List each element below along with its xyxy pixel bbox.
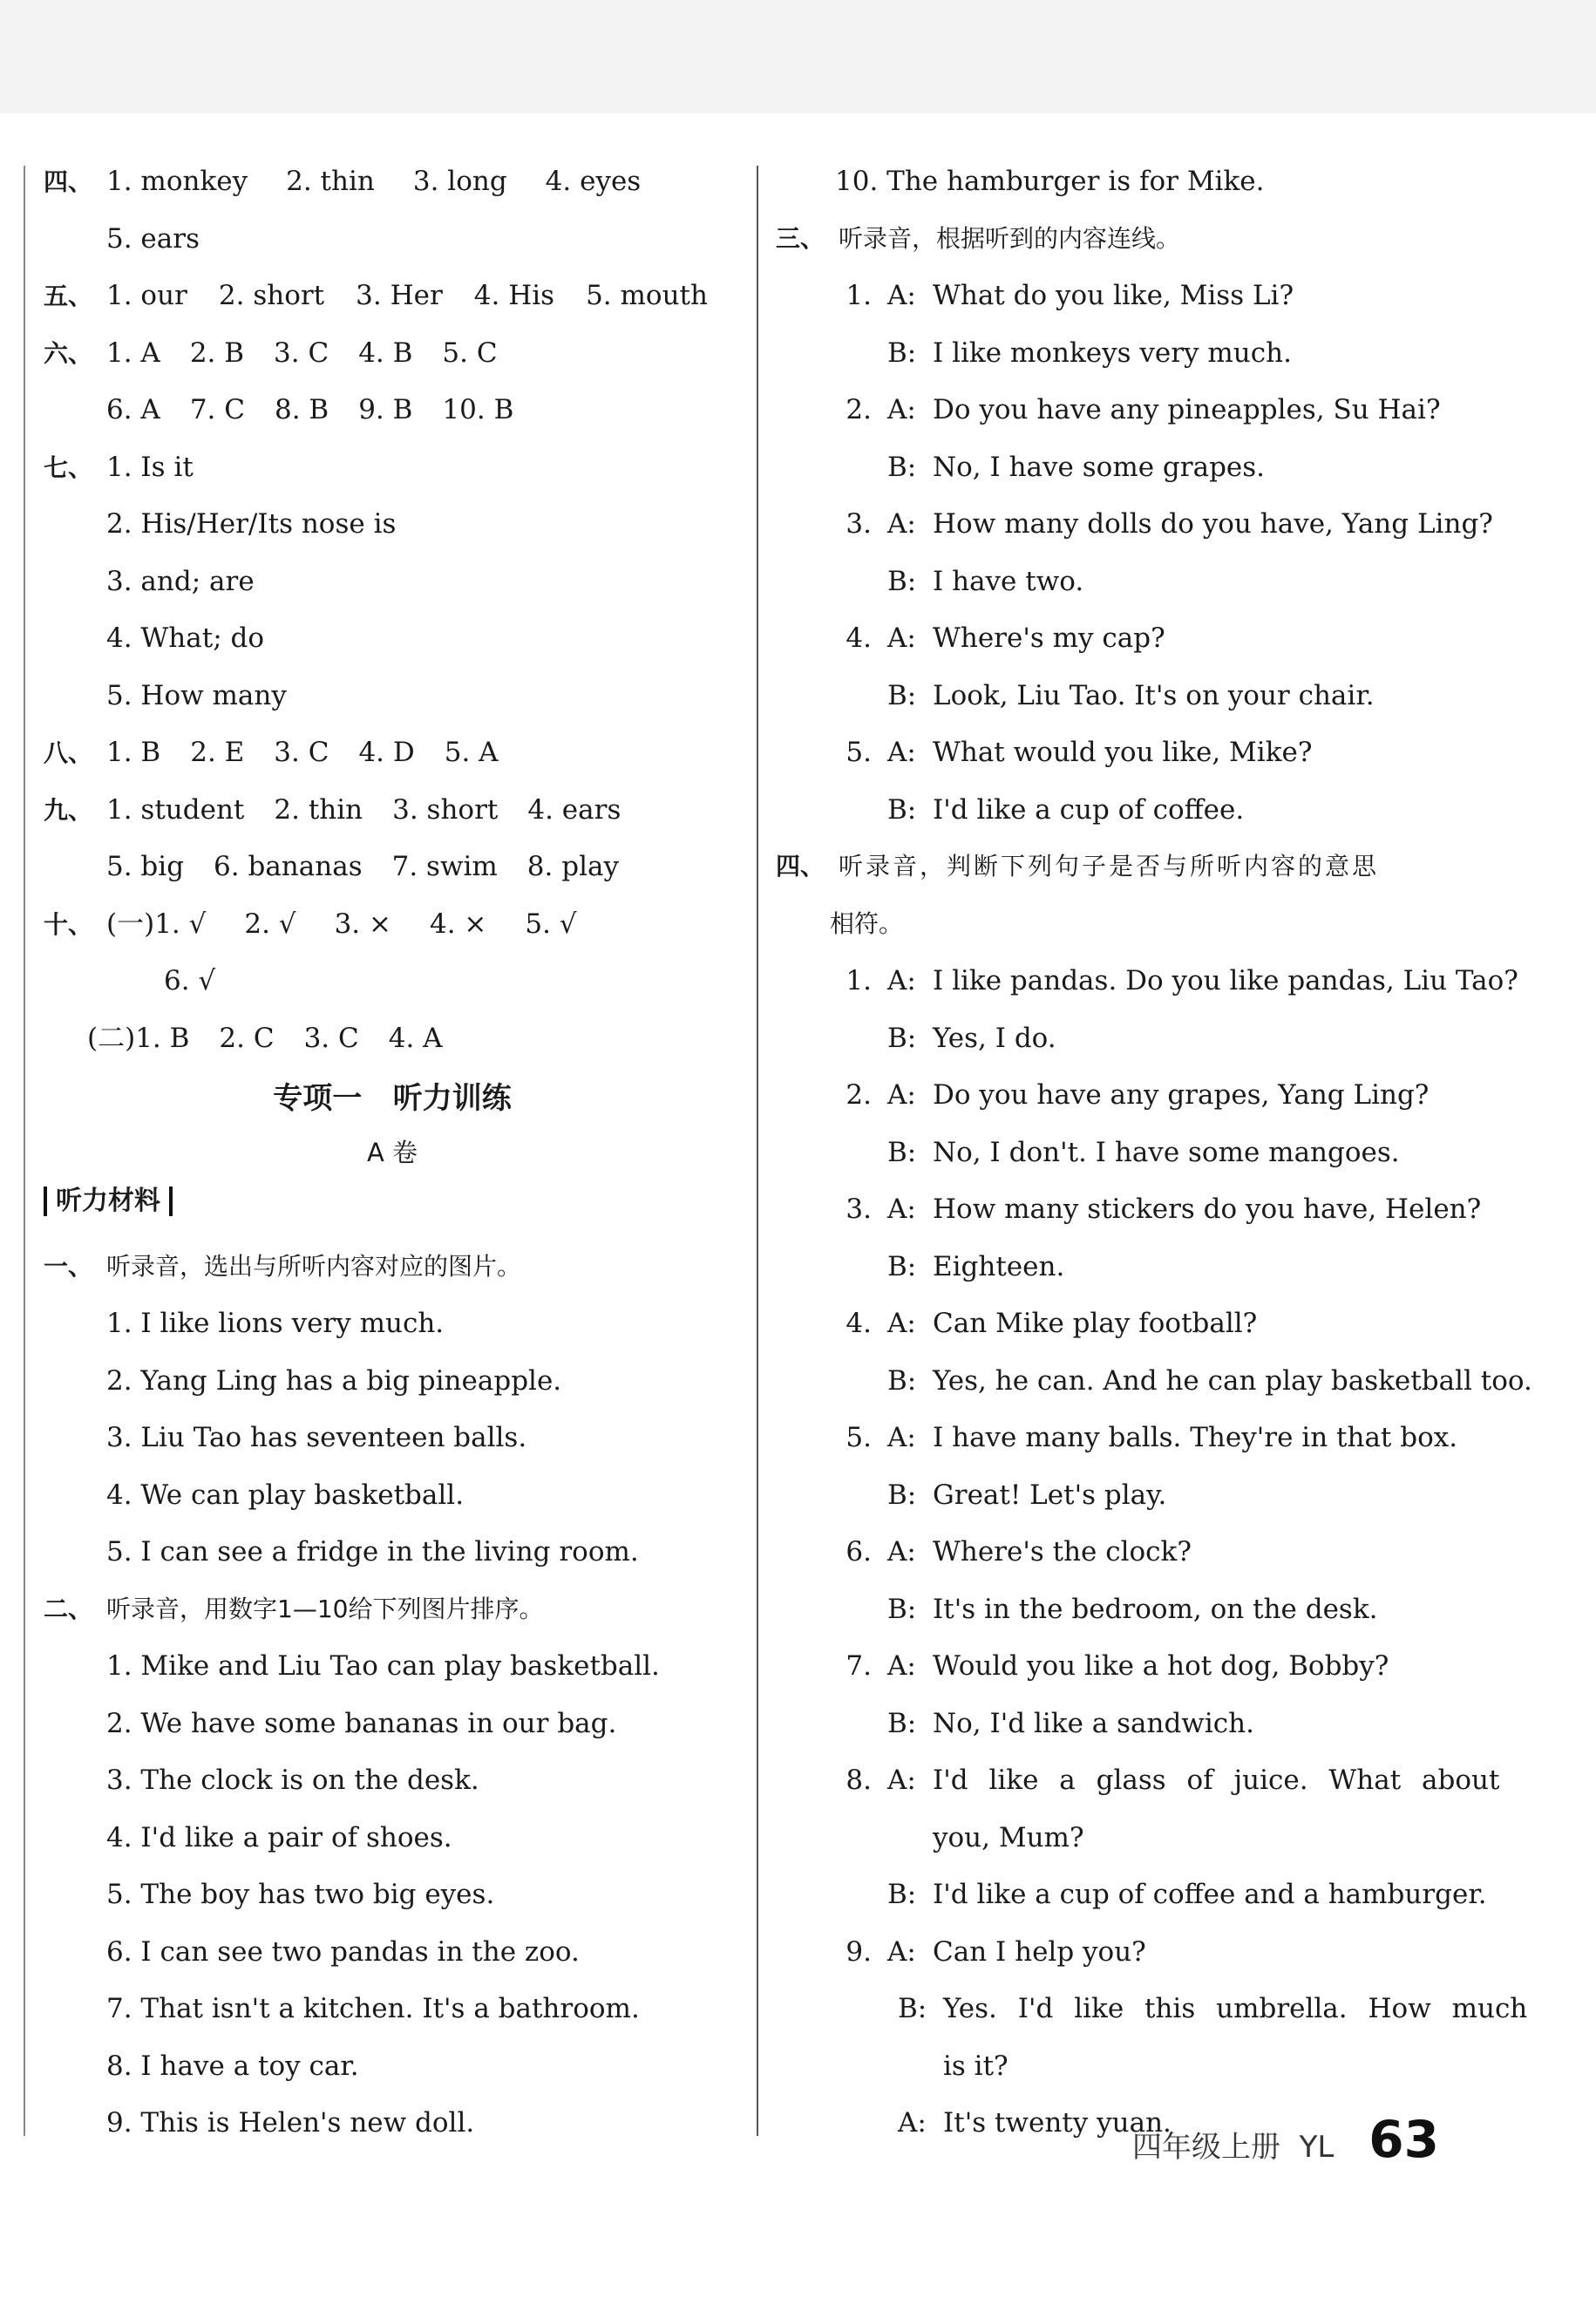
dialog-text: Yes. I'd like this umbrella. How much bbox=[943, 1993, 1528, 2024]
question-1-header bbox=[44, 1244, 741, 1302]
speaker-b: B: bbox=[887, 1707, 917, 1739]
material-text: 3. Liu Tao has seventeen balls. bbox=[106, 1422, 527, 1453]
answer-line bbox=[44, 673, 741, 731]
dialog-text: Do you have any grapes, Yang Ling? bbox=[933, 1079, 1430, 1111]
material-line bbox=[44, 1472, 741, 1530]
section-4-row bbox=[44, 159, 741, 216]
material-line bbox=[44, 1701, 741, 1758]
material-line bbox=[44, 1872, 741, 1929]
page-number: 63 bbox=[1368, 2110, 1439, 2169]
dialog-a-row bbox=[776, 1529, 1578, 1587]
material-line bbox=[44, 1301, 741, 1358]
speaker-b: B: bbox=[887, 1250, 917, 1282]
dialog-a-row bbox=[776, 730, 1578, 787]
dialog-number: 3. bbox=[846, 508, 872, 540]
dialog-text: Can I help you? bbox=[933, 1935, 1146, 1968]
material-text: 8. I have a toy car. bbox=[106, 2050, 359, 2082]
dialog-number: 2. bbox=[846, 394, 872, 425]
dialog-b-row bbox=[776, 1587, 1578, 1644]
instruction: 听录音，选出与所听内容对应的图片。 bbox=[106, 1251, 522, 1281]
answer-item: 4. B bbox=[358, 337, 413, 369]
material-line bbox=[44, 2044, 741, 2101]
section-label: 十、 bbox=[44, 909, 93, 939]
material-text: 5. The boy has two big eyes. bbox=[106, 1879, 495, 1910]
dialog-text: I'd like a cup of coffee. bbox=[933, 793, 1245, 826]
answer-item: 5. big bbox=[106, 851, 185, 882]
dialog-b-row bbox=[776, 1130, 1578, 1187]
answer-line bbox=[44, 615, 741, 673]
section-6-row-2 bbox=[44, 387, 741, 445]
answer-item: 3. short bbox=[392, 793, 499, 826]
answer-item: 2. B bbox=[189, 337, 245, 369]
answer-item: 1. our bbox=[106, 280, 187, 311]
instruction: 听录音，根据听到的内容连线。 bbox=[839, 223, 1181, 253]
dialog-text: What would you like, Mike? bbox=[933, 737, 1313, 768]
speaker-a: A: bbox=[887, 394, 916, 425]
dialog-b-row bbox=[776, 1472, 1578, 1530]
answer-item: 7. swim bbox=[391, 851, 498, 882]
answer-item: 6. bananas bbox=[214, 851, 363, 882]
dialog-text: I have many balls. They're in that box. bbox=[933, 1422, 1458, 1453]
section-8-row bbox=[44, 730, 741, 787]
dialog-9-b-cont bbox=[776, 2044, 1578, 2101]
dialog-9-a bbox=[776, 1929, 1578, 1987]
section-label: 八、 bbox=[44, 738, 93, 767]
scan-top-band bbox=[0, 0, 1596, 113]
section-5-row bbox=[44, 273, 741, 330]
section-label: 二、 bbox=[44, 1594, 93, 1623]
dialog-text: It's in the bedroom, on the desk. bbox=[933, 1593, 1378, 1625]
dialog-text: you, Mum? bbox=[933, 1821, 1084, 1853]
answer-item: (二)1. B bbox=[87, 1022, 190, 1054]
dialog-b-row bbox=[776, 330, 1578, 388]
material-line bbox=[44, 1643, 741, 1701]
material-text: 6. I can see two pandas in the zoo. bbox=[106, 1935, 580, 1968]
material-text: 1. I like lions very much. bbox=[106, 1308, 445, 1339]
answer-item: 5. C bbox=[442, 337, 498, 369]
material-line bbox=[44, 1929, 741, 1987]
left-margin-rule bbox=[24, 166, 25, 2136]
material-text: 10. The hamburger is for Mike. bbox=[835, 166, 1265, 197]
speaker-b: B: bbox=[887, 1364, 917, 1397]
dialog-a-row bbox=[776, 1415, 1578, 1472]
dialog-text: How many dolls do you have, Yang Ling? bbox=[933, 508, 1493, 540]
dialog-text: I'd like a cup of coffee and a hamburger. bbox=[933, 1879, 1487, 1910]
speaker-b: B: bbox=[887, 337, 917, 369]
section-10-row-3 bbox=[44, 1016, 741, 1073]
answer-item: 4. ears bbox=[527, 793, 621, 826]
answer-item: 5. How many bbox=[106, 679, 287, 711]
speaker-a: A: bbox=[887, 1079, 916, 1111]
dialog-b-row bbox=[776, 1016, 1578, 1073]
answer-item: 3. C bbox=[274, 337, 329, 369]
material-line bbox=[44, 1415, 741, 1472]
dialog-text: No, I don't. I have some mangoes. bbox=[933, 1136, 1400, 1168]
speaker-a: A: bbox=[887, 1650, 916, 1682]
answer-item: 2. C bbox=[219, 1022, 275, 1054]
dialog-text: Can Mike play football? bbox=[933, 1308, 1258, 1339]
dialog-a-row bbox=[776, 615, 1578, 673]
dialog-text: Would you like a hot dog, Bobby? bbox=[933, 1650, 1389, 1682]
dialog-b-row bbox=[776, 1244, 1578, 1302]
dialog-text: Great! Let's play. bbox=[933, 1479, 1167, 1511]
dialog-a-row bbox=[776, 273, 1578, 330]
speaker-a: A: bbox=[898, 2107, 927, 2139]
material-text: 5. I can see a fridge in the living room. bbox=[106, 1536, 639, 1568]
speaker-b: B: bbox=[887, 1136, 917, 1168]
dialog-number: 2. bbox=[846, 1079, 872, 1111]
answer-item: 5. ears bbox=[106, 222, 200, 255]
section-10-row-2 bbox=[44, 958, 741, 1016]
question-4-header bbox=[776, 844, 1578, 901]
dialog-a-row bbox=[776, 1643, 1578, 1701]
dialog-text: I'd like a glass of juice. What about bbox=[933, 1765, 1500, 1796]
material-text: 3. The clock is on the desk. bbox=[106, 1765, 479, 1796]
dialog-9-b bbox=[776, 1986, 1578, 2044]
dialog-number: 4. bbox=[846, 622, 872, 654]
dialog-b-row bbox=[776, 1358, 1578, 1416]
material-line bbox=[44, 1815, 741, 1873]
dialog-text: Eighteen. bbox=[933, 1250, 1065, 1282]
section-label: 一、 bbox=[44, 1251, 93, 1281]
grade-label: 四年级上册 YL bbox=[1131, 2130, 1335, 2165]
speaker-a: A: bbox=[887, 1308, 916, 1339]
dialog-text: is it? bbox=[943, 2050, 1009, 2082]
dialog-text: Where's my cap? bbox=[933, 622, 1165, 654]
dialog-text: It's twenty yuan. bbox=[943, 2107, 1172, 2139]
speaker-a: A: bbox=[887, 1422, 916, 1453]
section-9-row-2 bbox=[44, 844, 741, 901]
material-line bbox=[44, 1986, 741, 2044]
page-footer bbox=[1132, 2110, 1439, 2169]
answer-item: 5. A bbox=[444, 737, 499, 768]
answer-item: 1. monkey bbox=[106, 166, 248, 197]
material-line bbox=[44, 1529, 741, 1587]
q3-dialog-list bbox=[776, 273, 1578, 844]
answer-item: 3. long bbox=[412, 166, 507, 197]
left-column bbox=[44, 159, 741, 2158]
section-10-row bbox=[44, 901, 741, 959]
section-label: 九、 bbox=[44, 795, 93, 825]
dialog-b-row bbox=[776, 673, 1578, 731]
speaker-b: B: bbox=[887, 1879, 917, 1910]
section-label: 七、 bbox=[44, 452, 93, 482]
dialog-text: I have two. bbox=[933, 565, 1084, 597]
dialog-number: 7. bbox=[846, 1650, 872, 1682]
speaker-b: B: bbox=[887, 679, 917, 711]
dialog-b-row bbox=[776, 559, 1578, 616]
dialog-a-row bbox=[776, 1187, 1578, 1244]
speaker-a: A: bbox=[887, 622, 916, 654]
speaker-b: B: bbox=[887, 1022, 917, 1054]
dialog-number: 5. bbox=[846, 1422, 872, 1453]
dialog-number: 3. bbox=[846, 1194, 872, 1225]
answer-item: 4. D bbox=[358, 737, 415, 768]
dialog-text: No, I have some grapes. bbox=[933, 451, 1266, 483]
speaker-b: B: bbox=[887, 1479, 917, 1511]
question-4-header-2 bbox=[776, 901, 1578, 959]
speaker-b: B: bbox=[887, 565, 917, 597]
material-text: 4. I'd like a pair of shoes. bbox=[106, 1821, 452, 1853]
dialog-text: How many stickers do you have, Helen? bbox=[933, 1194, 1482, 1225]
speaker-b: B: bbox=[887, 793, 917, 826]
material-header bbox=[44, 1187, 741, 1244]
dialog-text: Look, Liu Tao. It's on your chair. bbox=[933, 679, 1375, 711]
answer-item: 2. short bbox=[218, 280, 325, 311]
section-label: 四、 bbox=[44, 167, 93, 196]
dialog-text: Yes, I do. bbox=[933, 1022, 1056, 1054]
dialog-text: I like monkeys very much. bbox=[933, 337, 1292, 369]
speaker-a: A: bbox=[887, 1935, 916, 1968]
answer-item: 4. His bbox=[473, 280, 555, 311]
dialog-8-a bbox=[776, 1758, 1578, 1815]
dialog-number: 9. bbox=[846, 1935, 872, 1968]
dialog-b-row bbox=[776, 445, 1578, 502]
dialog-text: I like pandas. Do you like pandas, Liu Tao? bbox=[933, 965, 1518, 996]
speaker-a: A: bbox=[887, 280, 916, 311]
dialog-number: 8. bbox=[846, 1765, 872, 1796]
answer-item: 1. B bbox=[106, 737, 161, 768]
answer-item: 2. √ bbox=[244, 908, 296, 940]
question-3-header bbox=[776, 216, 1578, 274]
answer-item: 6. A bbox=[106, 394, 160, 425]
answer-item: 4. × bbox=[429, 908, 487, 940]
dialog-number: 1. bbox=[846, 965, 872, 996]
answer-item: 2. thin bbox=[286, 166, 375, 197]
volume-label: A 卷 bbox=[366, 1137, 418, 1167]
section-label: 四、 bbox=[776, 852, 825, 881]
speaker-a: A: bbox=[887, 508, 916, 540]
answer-item: 2. thin bbox=[274, 793, 363, 826]
section-6-row bbox=[44, 330, 741, 388]
q4-dialog-list bbox=[776, 958, 1578, 1758]
speaker-b: B: bbox=[898, 1993, 927, 2024]
material-label: 听力材料 bbox=[44, 1187, 173, 1216]
dialog-text: Where's the clock? bbox=[933, 1536, 1192, 1568]
dialog-a-row bbox=[776, 958, 1578, 1016]
dialog-number: 1. bbox=[846, 280, 872, 311]
dialog-8-b bbox=[776, 1872, 1578, 1929]
material-text: 7. That isn't a kitchen. It's a bathroom. bbox=[106, 1993, 640, 2024]
answer-item: 5. √ bbox=[525, 908, 577, 940]
question-2-header bbox=[44, 1587, 741, 1644]
material-text: 4. We can play basketball. bbox=[106, 1479, 465, 1511]
dialog-text: What do you like, Miss Li? bbox=[933, 280, 1294, 311]
instruction: 相符。 bbox=[830, 908, 904, 938]
instruction: 听录音，用数字1—10给下列图片排序。 bbox=[106, 1594, 544, 1623]
material-line bbox=[44, 2100, 741, 2158]
answer-item: 9. B bbox=[358, 394, 413, 425]
answer-item: 2. E bbox=[190, 737, 245, 768]
section-label: 三、 bbox=[776, 223, 825, 253]
speaker-b: B: bbox=[887, 451, 917, 483]
answer-item: 1. student bbox=[106, 793, 245, 826]
answer-item: 1. A bbox=[106, 337, 160, 369]
material-text: 9. This is Helen's new doll. bbox=[106, 2107, 475, 2139]
dialog-number: 5. bbox=[846, 737, 872, 768]
material-line bbox=[44, 1758, 741, 1815]
dialog-8-a-cont bbox=[776, 1815, 1578, 1873]
dialog-a-row bbox=[776, 387, 1578, 445]
q2-last-line bbox=[776, 159, 1578, 216]
answer-item: 4. A bbox=[388, 1022, 443, 1054]
column-divider bbox=[757, 166, 758, 2136]
speaker-a: A: bbox=[887, 1765, 916, 1796]
answer-item: 2. His/Her/Its nose is bbox=[106, 508, 397, 540]
answer-item: 7. C bbox=[189, 394, 245, 425]
dialog-b-row bbox=[776, 787, 1578, 845]
answer-item: 8. play bbox=[526, 851, 619, 882]
speaker-a: A: bbox=[887, 1194, 916, 1225]
dialog-number: 6. bbox=[846, 1536, 872, 1568]
dialog-text: Yes, he can. And he can play basketball too. bbox=[933, 1364, 1532, 1397]
answer-item: 6. √ bbox=[164, 965, 216, 996]
topic-title: 专项一 听力训练 bbox=[273, 1081, 512, 1116]
right-column bbox=[776, 159, 1578, 2158]
answer-item: 10. B bbox=[442, 394, 514, 425]
section-7-row bbox=[44, 445, 741, 502]
speaker-a: A: bbox=[887, 1536, 916, 1568]
speaker-b: B: bbox=[887, 1593, 917, 1625]
instruction: 听录音，判断下列句子是否与所听内容的意思 bbox=[839, 852, 1380, 881]
answer-item: 4. What; do bbox=[106, 622, 265, 654]
dialog-text: No, I'd like a sandwich. bbox=[933, 1707, 1254, 1739]
speaker-a: A: bbox=[887, 737, 916, 768]
material-text: 1. Mike and Liu Tao can play basketball. bbox=[106, 1650, 660, 1682]
answer-line bbox=[44, 501, 741, 559]
answer-item: 3. and; are bbox=[106, 565, 255, 597]
speaker-a: A: bbox=[887, 965, 916, 996]
dialog-a-row bbox=[776, 1072, 1578, 1130]
section-9-row bbox=[44, 787, 741, 845]
answer-item: (一)1. √ bbox=[106, 908, 207, 940]
section-4-row-2 bbox=[44, 216, 741, 274]
dialog-a-row bbox=[776, 1301, 1578, 1358]
material-text: 2. Yang Ling has a big pineapple. bbox=[106, 1364, 562, 1397]
material-text: 2. We have some bananas in our bag. bbox=[106, 1707, 617, 1739]
section-label: 六、 bbox=[44, 338, 93, 368]
answer-line bbox=[44, 559, 741, 616]
section-label: 五、 bbox=[44, 282, 93, 310]
dialog-number: 4. bbox=[846, 1308, 872, 1339]
answer-item: 1. Is it bbox=[106, 451, 194, 483]
answer-item: 4. eyes bbox=[545, 166, 642, 197]
material-line bbox=[44, 1358, 741, 1416]
answer-item: 8. B bbox=[274, 394, 329, 425]
answer-item: 3. Her bbox=[356, 280, 443, 311]
dialog-a-row bbox=[776, 501, 1578, 559]
answer-item: 3. C bbox=[303, 1022, 359, 1054]
answer-item: 3. C bbox=[274, 737, 329, 768]
dialog-b-row bbox=[776, 1701, 1578, 1758]
answer-item: 3. × bbox=[334, 908, 391, 940]
dialog-text: Do you have any pineapples, Su Hai? bbox=[933, 394, 1441, 425]
answer-item: 5. mouth bbox=[586, 280, 708, 311]
